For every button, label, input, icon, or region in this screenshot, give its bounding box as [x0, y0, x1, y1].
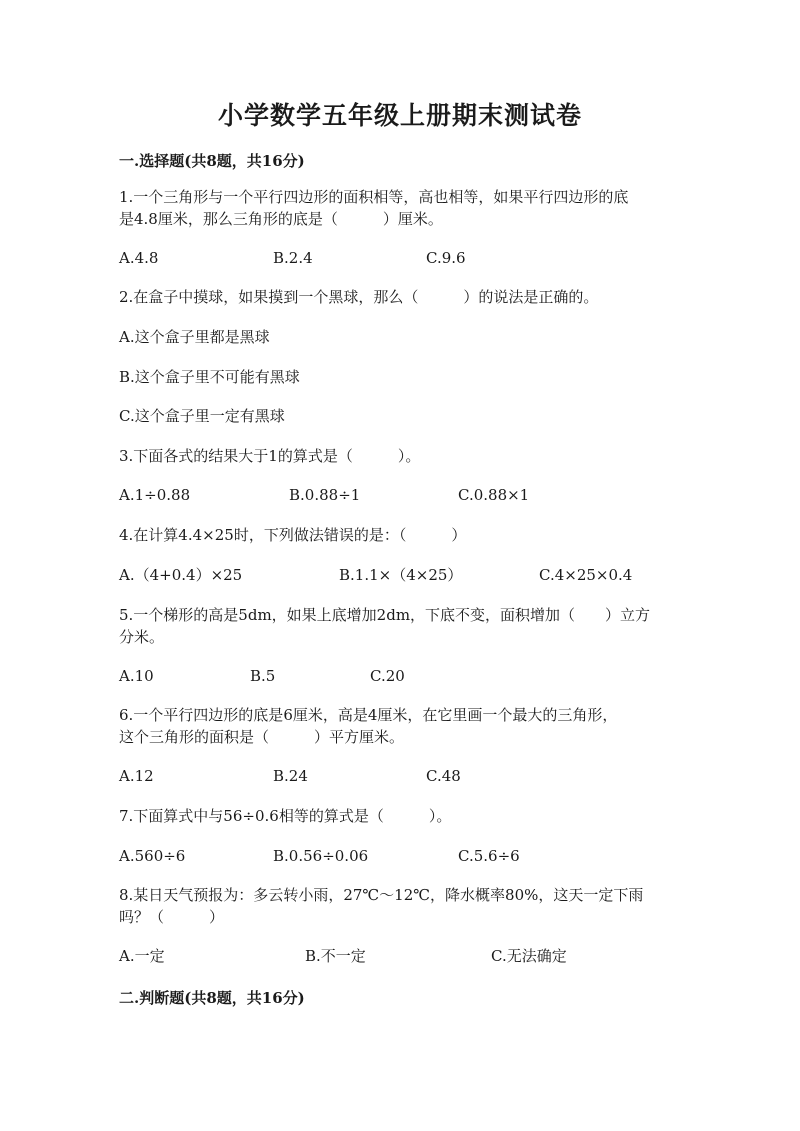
section-heading-judgement: 二.判断题(共8题，共16分)	[119, 989, 305, 1007]
question-5	[119, 604, 684, 648]
q7-option-c: C.5.6÷6	[458, 847, 520, 865]
section-heading-choice: 一.选择题(共8题，共16分)	[119, 152, 305, 170]
question-4-line-1: 4.在计算4.4×25时，下列做法错误的是：（ ）	[119, 526, 467, 544]
q3-option-a: A.1÷0.88	[119, 486, 191, 504]
question-1	[119, 186, 684, 230]
q7-option-b: B.0.56÷0.06	[273, 847, 369, 865]
exam-title: 小学数学五年级上册期末测试卷	[217, 101, 582, 130]
q3-option-c: C.0.88×1	[458, 486, 530, 504]
question-8-line-1: 8.某日天气预报为：多云转小雨，27℃～12℃，降水概率80%，这天一定下雨	[119, 886, 644, 904]
question-3-line-1: 3.下面各式的结果大于1的算式是（ ）。	[119, 447, 421, 465]
question-8	[119, 884, 684, 928]
question-6-line-1: 6.一个平行四边形的底是6厘米，高是4厘米，在它里画一个最大的三角形，	[119, 706, 618, 724]
question-6-line-2: 这个三角形的面积是（ ）平方厘米。	[119, 728, 405, 746]
q5-option-b: B.5	[250, 667, 276, 685]
q4-option-b: B.1.1×（4×25）	[339, 566, 463, 584]
question-2	[119, 286, 684, 308]
question-6	[119, 704, 684, 748]
q8-option-a: A.一定	[119, 947, 165, 965]
q5-option-c: C.20	[370, 667, 405, 685]
q2-option-c: C.这个盒子里一定有黑球	[119, 407, 285, 425]
question-1-line-1: 1.一个三角形与一个平行四边形的面积相等，高也相等，如果平行四边形的底	[119, 188, 629, 206]
question-5-line-1: 5.一个梯形的高是5dm，如果上底增加2dm，下底不变，面积增加（ ）立方	[119, 606, 651, 624]
q8-option-b: B.不一定	[305, 947, 366, 965]
q7-option-a: A.560÷6	[119, 847, 186, 865]
q6-option-b: B.24	[273, 767, 308, 785]
question-1-line-2: 是4.8厘米，那么三角形的底是（ ）厘米。	[119, 210, 443, 228]
question-7-line-1: 7.下面算式中与56÷0.6相等的算式是（ ）。	[119, 807, 452, 825]
q8-option-c: C.无法确定	[491, 947, 567, 965]
q4-option-c: C.4×25×0.4	[539, 566, 633, 584]
question-3	[119, 445, 684, 467]
question-5-line-2: 分米。	[119, 628, 165, 646]
q6-option-a: A.12	[119, 767, 154, 785]
q2-option-b: B.这个盒子里不可能有黑球	[119, 368, 300, 386]
q3-option-b: B.0.88÷1	[289, 486, 361, 504]
q1-option-c: C.9.6	[426, 249, 466, 267]
question-8-line-2: 吗？（ ）	[119, 908, 225, 926]
question-4	[119, 524, 684, 546]
q5-option-a: A.10	[119, 667, 154, 685]
question-7	[119, 805, 684, 827]
question-2-line-1: 2.在盒子中摸球，如果摸到一个黑球，那么（ ）的说法是正确的。	[119, 288, 599, 306]
q1-option-a: A.4.8	[119, 249, 159, 267]
q1-option-b: B.2.4	[273, 249, 313, 267]
q4-option-a: A.（4+0.4）×25	[119, 566, 243, 584]
q6-option-c: C.48	[426, 767, 461, 785]
q2-option-a: A.这个盒子里都是黑球	[119, 328, 270, 346]
